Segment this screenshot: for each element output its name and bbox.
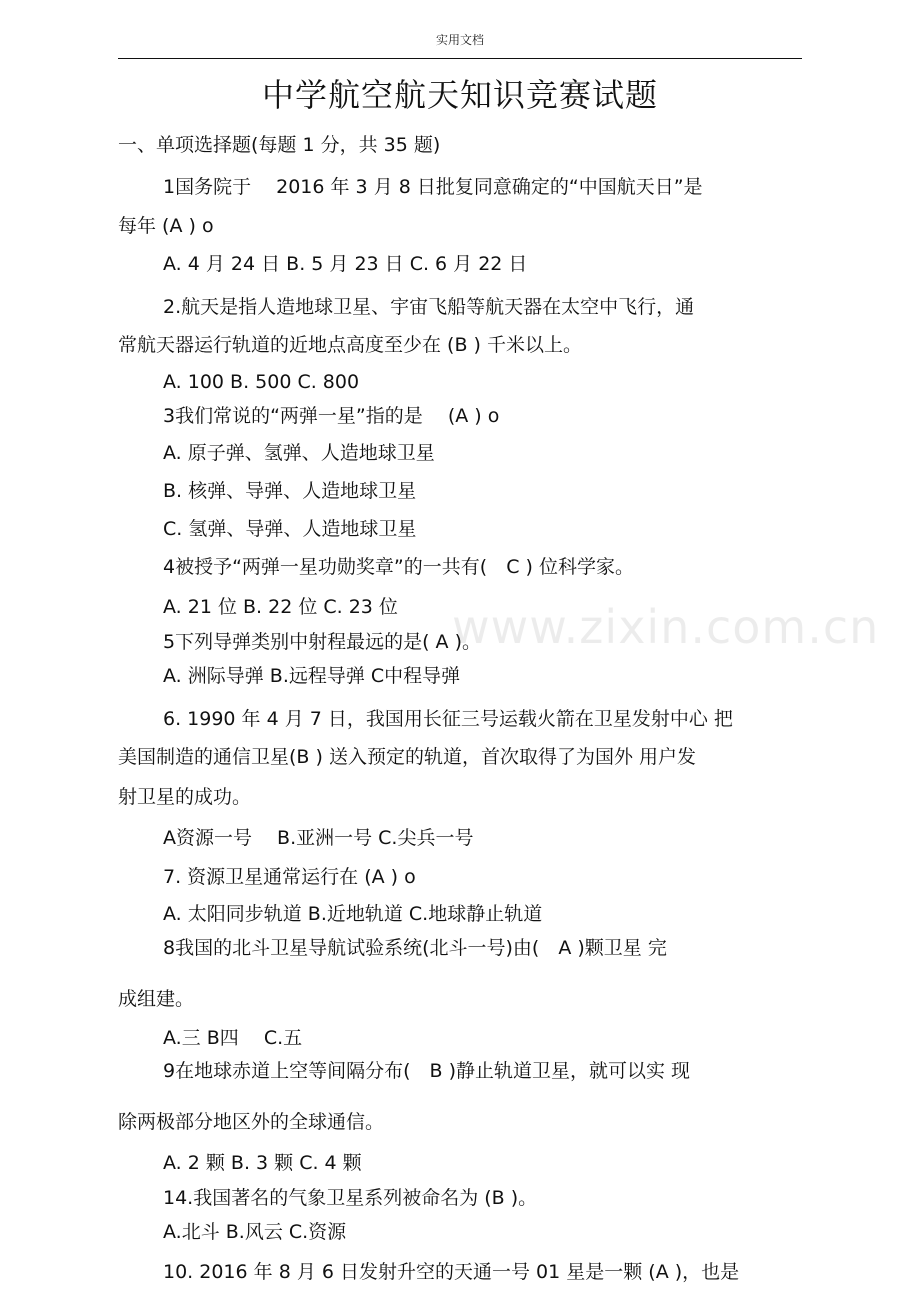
section-heading: 一、单项选择题(每题 1 分，共 35 题) — [118, 134, 441, 156]
question-5-text: 5下列导弹类别中射程最远的是( A )。 — [163, 631, 481, 653]
question-4-text: 4被授予“两弹一星功勋奖章”的一共有( C ) 位科学家。 — [163, 556, 634, 578]
question-2-line-1: 2.航天是指人造地球卫星、宇宙飞船等航天器在太空中飞行，通 — [163, 296, 695, 318]
question-2-options: A. 100 B. 500 C. 800 — [163, 371, 360, 393]
question-8-line-1: 8我国的北斗卫星导航试验系统(北斗一号)由( A )颗卫星 完 — [163, 937, 667, 959]
question-5-options: A. 洲际导弹 B.远程导弹 C中程导弹 — [163, 665, 461, 687]
question-1-line-1: 1国务院于 2016 年 3 月 8 日批复同意确定的“中国航天日”是 — [163, 176, 703, 198]
question-8-options: A.三 B四 C.五 — [163, 1027, 303, 1049]
question-1-line-2: 每年 (A ) o — [118, 215, 214, 237]
question-9-options: A. 2 颗 B. 3 颗 C. 4 颗 — [163, 1152, 362, 1174]
question-7-options: A. 太阳同步轨道 B.近地轨道 C.地球静止轨道 — [163, 903, 543, 925]
question-6-line-1: 6. 1990 年 4 月 7 日，我国用长征三号运载火箭在卫星发射中心 把 — [163, 708, 733, 730]
question-9-line-1: 9在地球赤道上空等间隔分布( B )静止轨道卫星，就可以实 现 — [163, 1060, 691, 1082]
header-divider — [118, 58, 802, 59]
question-14-options: A.北斗 B.风云 C.资源 — [163, 1221, 347, 1243]
question-7-text: 7. 资源卫星通常运行在 (A ) o — [163, 866, 416, 888]
question-6-line-2: 美国制造的通信卫星(B ) 送入预定的轨道，首次取得了为国外 用户发 — [118, 746, 696, 768]
question-8-line-2: 成组建。 — [118, 988, 195, 1010]
document-title: 中学航空航天知识竞赛试题 — [261, 76, 658, 114]
question-4-options: A. 21 位 B. 22 位 C. 23 位 — [163, 596, 398, 618]
question-14-text: 14.我国著名的气象卫星系列被命名为 (B )。 — [163, 1187, 538, 1209]
question-10-line-1: 10. 2016 年 8 月 6 日发射升空的天通一号 01 星是一颗 (A )，也是 — [163, 1261, 740, 1283]
question-3-option-c: C. 氢弹、导弹、人造地球卫星 — [163, 518, 417, 540]
question-3-text: 3我们常说的“两弹一星”指的是 (A ) o — [163, 405, 500, 427]
question-6-line-3: 射卫星的成功。 — [118, 786, 252, 808]
page-header-label: 实用文档 — [435, 33, 484, 47]
question-3-option-a: A. 原子弹、氢弹、人造地球卫星 — [163, 442, 435, 464]
question-2-line-2: 常航天器运行轨道的近地点高度至少在 (B ) 千米以上。 — [118, 334, 582, 356]
question-9-line-2: 除两极部分地区外的全球通信。 — [118, 1111, 385, 1133]
watermark: www.zixin.com.cn — [452, 600, 880, 654]
question-1-options: A. 4 月 24 日 B. 5 月 23 日 C. 6 月 22 日 — [163, 253, 528, 275]
question-6-options: A资源一号 B.亚洲一号 C.尖兵一号 — [163, 827, 474, 849]
question-3-option-b: B. 核弹、导弹、人造地球卫星 — [163, 480, 417, 502]
